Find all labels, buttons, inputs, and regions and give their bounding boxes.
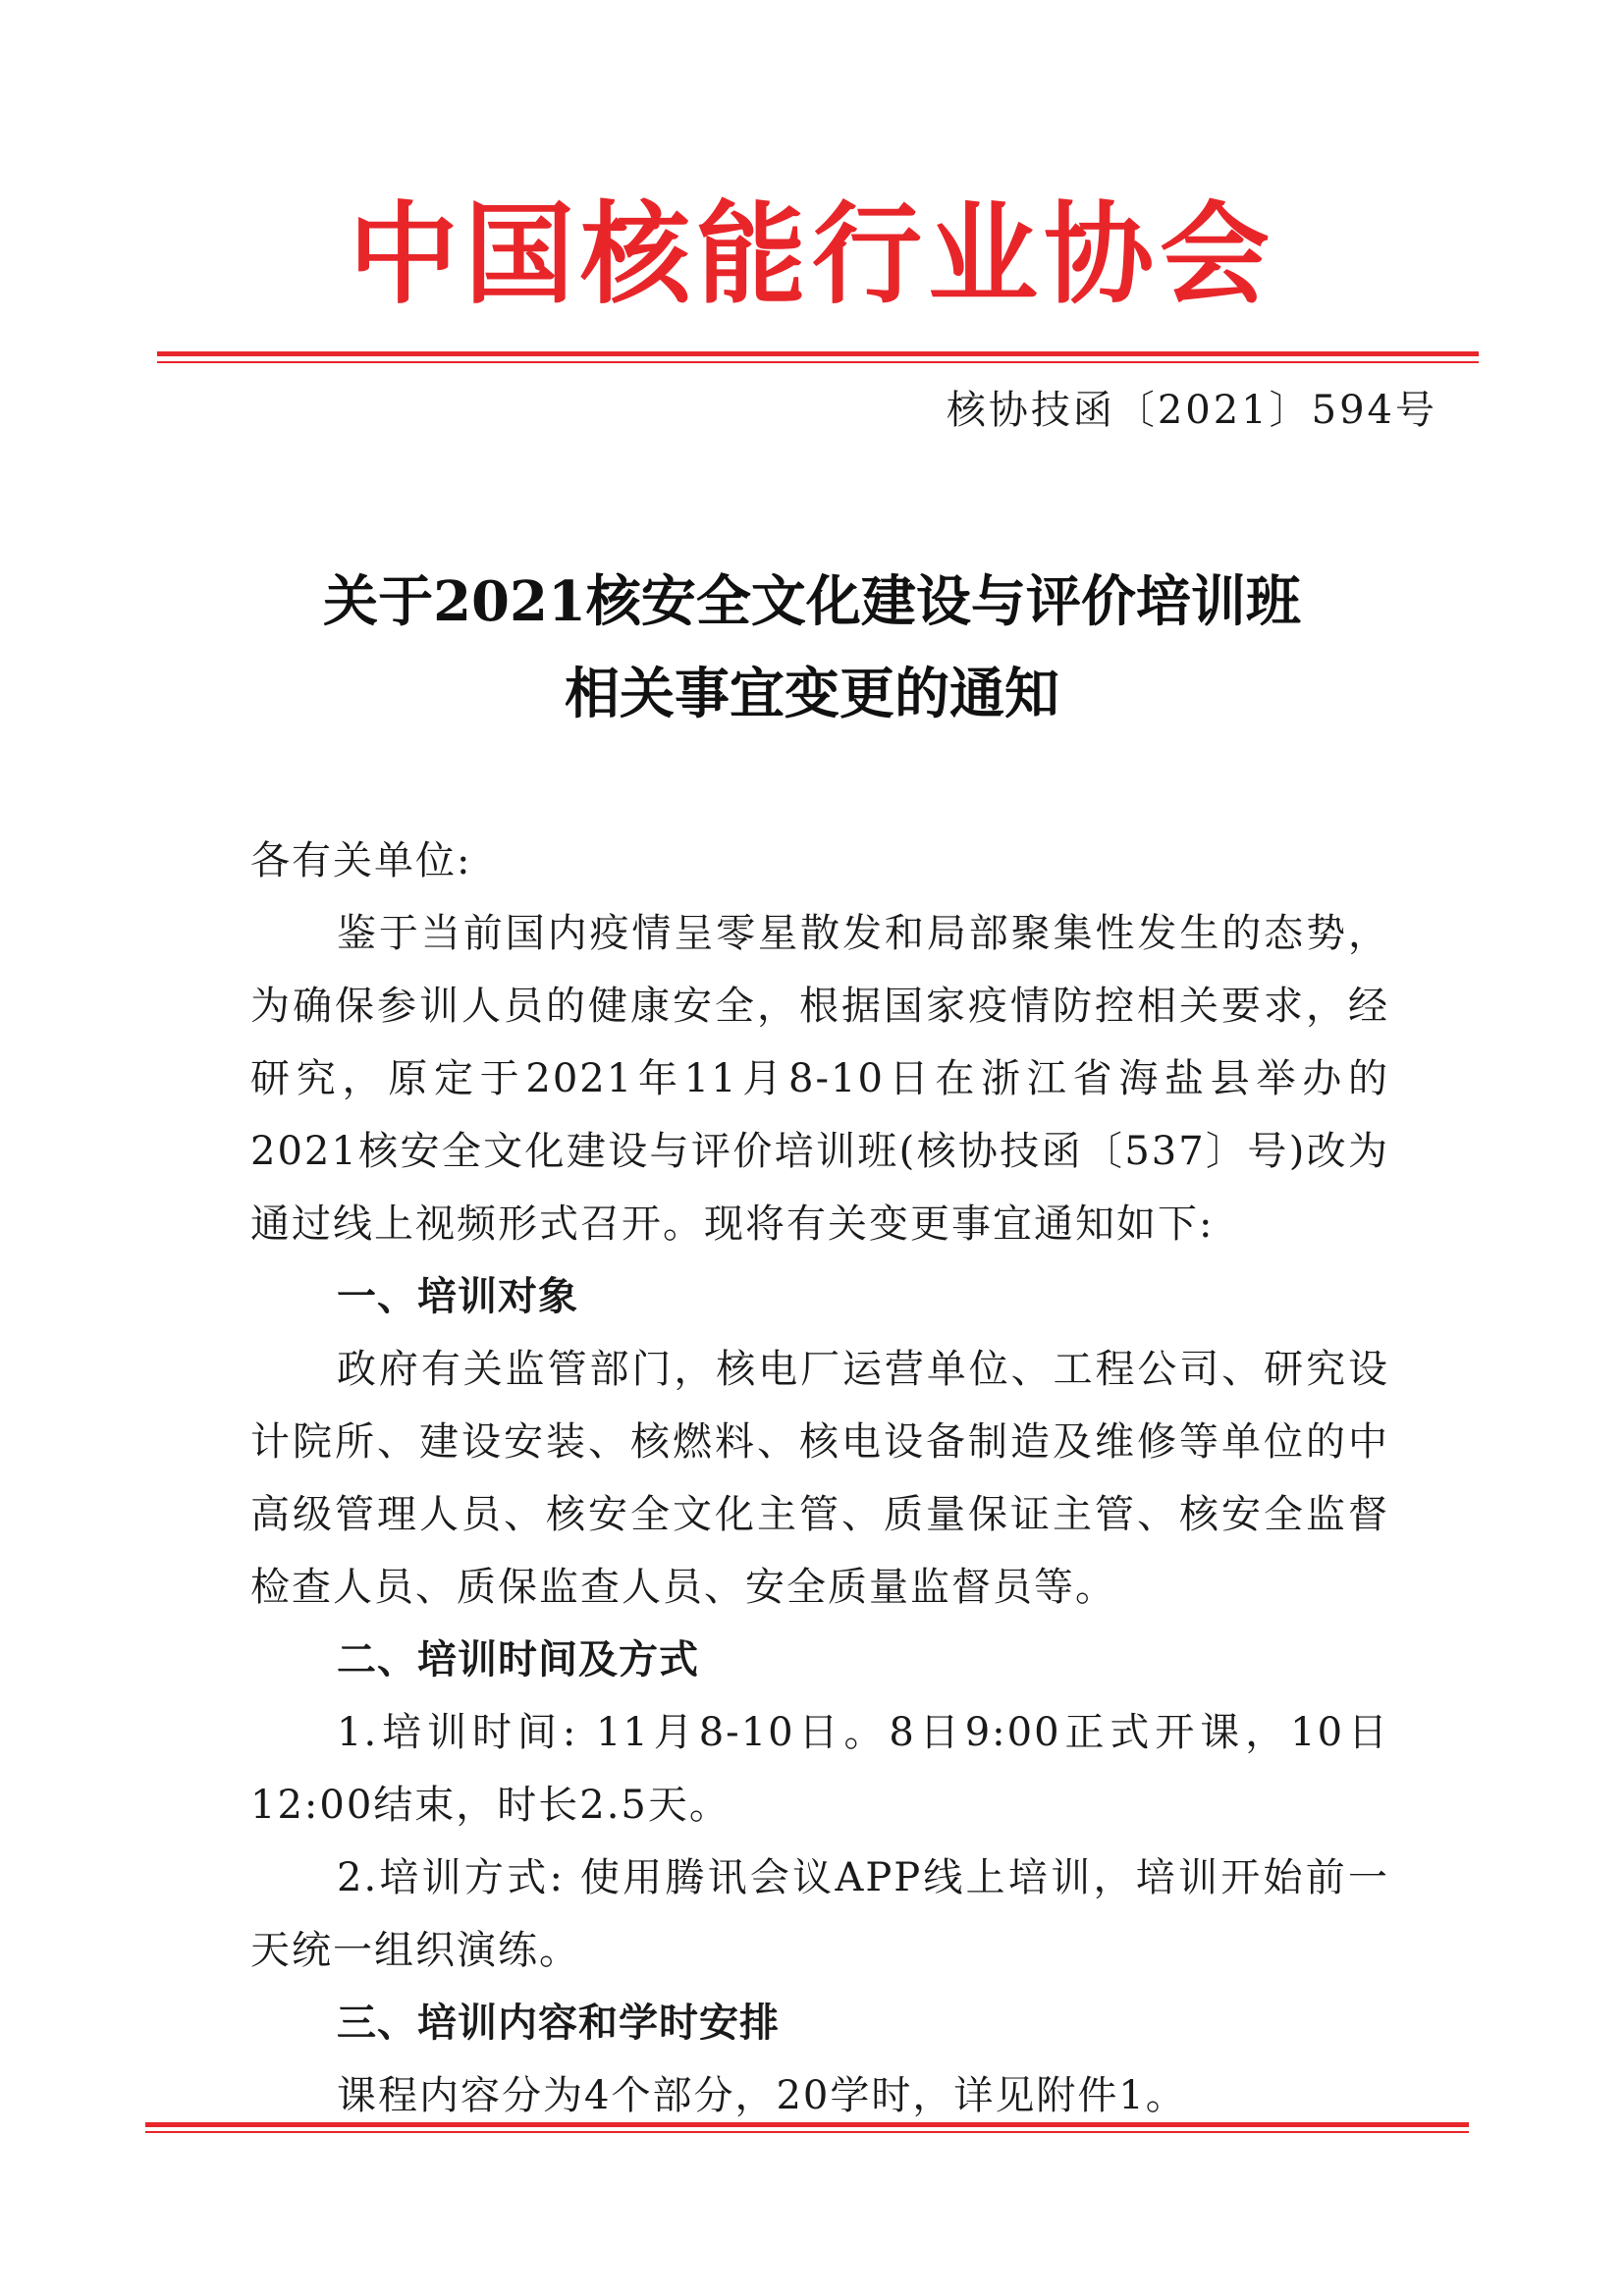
section-2-item-1: 1.培训时间: 11月8-10日。8日9:00正式开课，10日12:00结束，时长2.5天。 (250, 1710, 1389, 1828)
section-2-item-2: 2.培训方式: 使用腾讯会议APP线上培训，培训开始前一天统一组织演练。 (250, 1855, 1389, 1973)
document-title-line2: 相关事宜变更的通知 (565, 662, 1059, 726)
header-rule-thick (157, 351, 1479, 356)
document-body (250, 825, 1389, 2132)
organization-title: 中国核能行业协会 (349, 191, 1275, 319)
header-rule-thin (157, 361, 1479, 363)
section-heading-1: 一、培训对象 (337, 1274, 578, 1319)
section-heading-3: 三、培训内容和学时安排 (337, 2001, 780, 2046)
document-title-line1: 关于2021核安全文化建设与评价培训班 (323, 569, 1301, 634)
footer-rule-thin (145, 2131, 1469, 2133)
salutation: 各有关单位: (250, 838, 472, 883)
footer-rule-thick (145, 2122, 1469, 2127)
section-3-text: 课程内容分为4个部分，20学时，详见附件1。 (337, 2073, 1187, 2118)
section-heading-2: 二、培训时间及方式 (337, 1637, 699, 1682)
intro-paragraph: 鉴于当前国内疫情呈零星散发和局部聚集性发生的态势，为确保参训人员的健康安全，根据国家疫情防控相关要求，经研究，原定于2021年11月8-10日在浙江省海盐县举办的2021核安全文化建设与评价培训班(核协技函〔537〕号)改为通过线上视频形式召开。现将有关变更事宜通知如下: (250, 911, 1389, 1247)
section-1-text: 政府有关监管部门，核电厂运营单位、工程公司、研究设计院所、建设安装、核燃料、核电设备制造及维修等单位的中高级管理人员、核安全文化主管、质量保证主管、核安全监督检查人员、质保监查人员、安全质量监督员等。 (250, 1347, 1389, 1610)
document-number: 核协技函〔2021〕594号 (946, 388, 1437, 433)
